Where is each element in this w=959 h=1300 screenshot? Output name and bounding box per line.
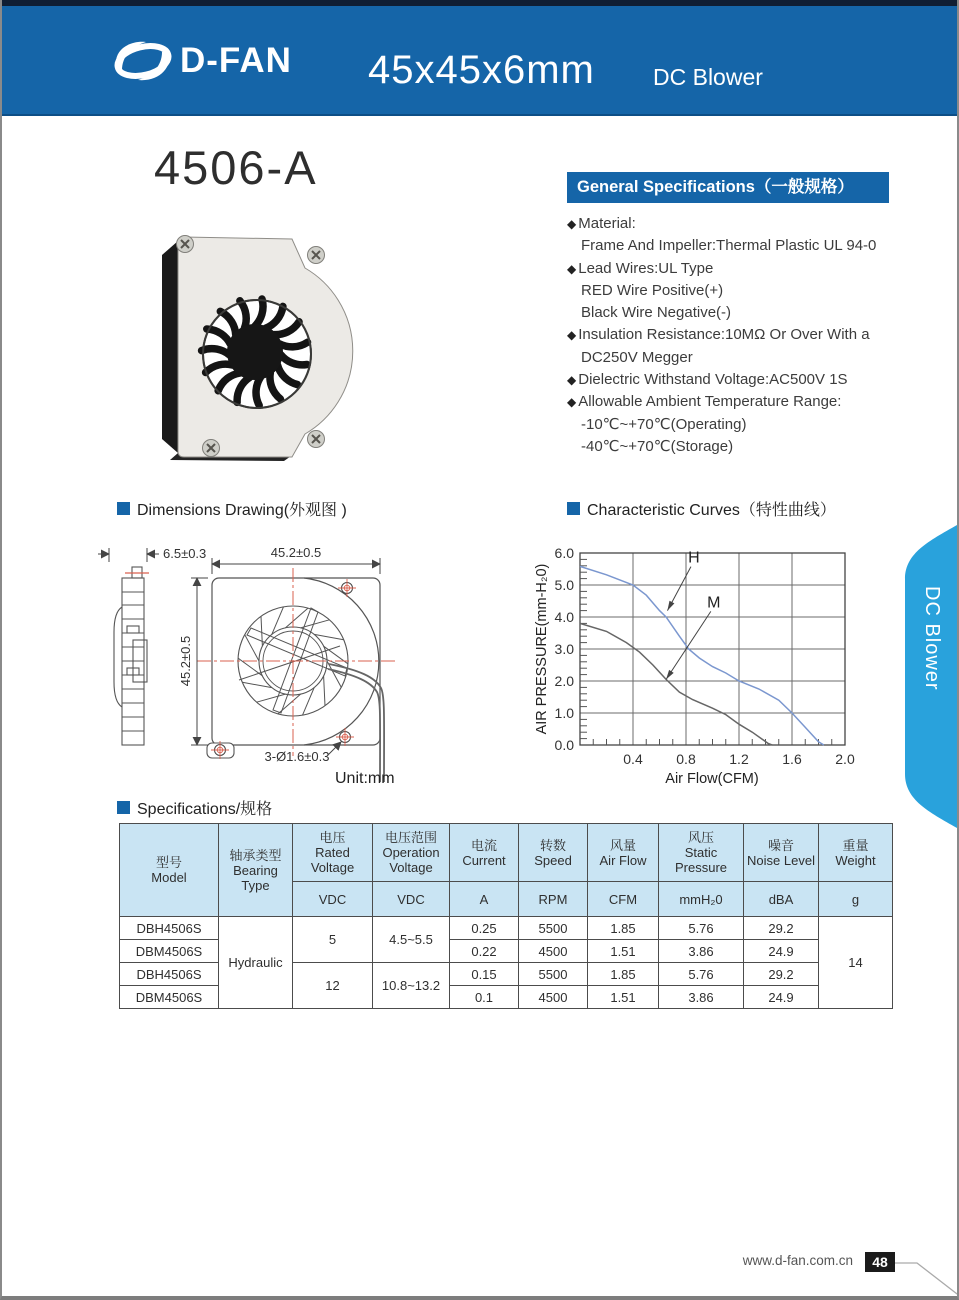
cell-noise: 29.2 xyxy=(744,917,819,940)
svg-text:2.0: 2.0 xyxy=(554,673,574,689)
holes-label: 3-Ø1.6±0.3 xyxy=(264,749,330,764)
blue-square-icon xyxy=(567,502,580,515)
cell-airflow: 1.85 xyxy=(588,963,659,986)
page-header xyxy=(0,6,959,116)
cell-speed: 5500 xyxy=(519,963,588,986)
cell-current: 0.15 xyxy=(450,963,519,986)
diamond-bullet-icon: ◆ xyxy=(567,373,577,388)
spec-item: RED Wire Positive(+) xyxy=(581,281,724,299)
cell-noise: 29.2 xyxy=(744,963,819,986)
diamond-bullet-icon: ◆ xyxy=(567,395,577,410)
cell-model: DBH4506S xyxy=(120,963,219,986)
cell-weight: 14 xyxy=(819,917,893,1009)
spec-item: DC250V Megger xyxy=(581,348,693,366)
svg-text:3.0: 3.0 xyxy=(554,641,574,657)
svg-text:6.0: 6.0 xyxy=(554,545,574,561)
svg-text:1.0: 1.0 xyxy=(554,705,574,721)
cell-model: DBM4506S xyxy=(120,986,219,1009)
model-title: 4506-A xyxy=(154,141,318,194)
cell-model: DBM4506S xyxy=(120,940,219,963)
spec-table xyxy=(119,823,893,1009)
col-header-weight: 重量 Weight xyxy=(819,824,893,882)
general-specs-list xyxy=(567,213,897,458)
spec-item: -10℃~+70℃(Operating) xyxy=(581,415,747,433)
cell-rated-voltage: 12 xyxy=(293,963,373,1009)
cell-voltage-range: 10.8~13.2 xyxy=(373,963,450,1009)
svg-text:H: H xyxy=(688,549,700,567)
col-header-model: 型号 Model xyxy=(120,824,219,917)
diamond-bullet-icon: ◆ xyxy=(567,328,577,343)
cell-bearing: Hydraulic xyxy=(219,917,293,1009)
cell-model: DBH4506S xyxy=(120,917,219,940)
spec-item: Black Wire Negative(-) xyxy=(581,304,732,322)
brand-logo xyxy=(110,34,292,88)
svg-text:4.0: 4.0 xyxy=(554,609,574,625)
col-header-operation-voltage: 电压范围 Operation Voltage xyxy=(373,824,450,882)
table-row xyxy=(120,917,893,940)
unit-current: A xyxy=(450,882,519,917)
characteristic-curves-chart xyxy=(532,538,912,798)
unit-airflow: CFM xyxy=(588,882,659,917)
section-specifications-label: Specifications/规格 xyxy=(137,801,273,818)
cell-pressure: 3.86 xyxy=(659,940,744,963)
spec-item: -40℃~+70℃(Storage) xyxy=(581,437,734,455)
col-header-airflow: 风量 Air Flow xyxy=(588,824,659,882)
cell-current: 0.25 xyxy=(450,917,519,940)
x-axis-title: Air Flow(CFM) xyxy=(665,771,759,787)
col-header-pressure: 风压 Static Pressure xyxy=(659,824,744,882)
brand-name: D-FAN xyxy=(180,41,292,80)
cell-current: 0.1 xyxy=(450,986,519,1009)
svg-text:0.4: 0.4 xyxy=(623,751,643,767)
unit-weight: g xyxy=(819,882,893,917)
unit-operation-voltage: VDC xyxy=(373,882,450,917)
col-header-current: 电流 Current xyxy=(450,824,519,882)
cell-noise: 24.9 xyxy=(744,986,819,1009)
side-tab-label: DC Blower xyxy=(921,586,943,691)
size-title: 45x45x6mm xyxy=(368,48,595,92)
col-header-rated-voltage: 电压 Rated Voltage xyxy=(293,824,373,882)
cell-rated-voltage: 5 xyxy=(293,917,373,963)
spec-item: ◆ Material: xyxy=(567,215,636,232)
blue-square-icon xyxy=(117,801,130,814)
cell-airflow: 1.85 xyxy=(588,917,659,940)
diamond-bullet-icon: ◆ xyxy=(567,217,577,231)
spec-item: ◆ Dielectric Withstand Voltage:AC500V 1S xyxy=(567,371,848,389)
svg-text:1.2: 1.2 xyxy=(729,751,749,767)
unit-label: Unit:mm xyxy=(335,770,395,787)
spec-item: ◆ Lead Wires:UL Type xyxy=(567,259,714,277)
section-curves xyxy=(567,497,836,520)
product-type-label: DC Blower xyxy=(653,64,763,90)
cell-pressure: 3.86 xyxy=(659,986,744,1009)
cell-pressure: 5.76 xyxy=(659,917,744,940)
unit-speed: RPM xyxy=(519,882,588,917)
svg-text:0.0: 0.0 xyxy=(554,737,574,753)
dimensions-drawing xyxy=(97,540,517,800)
cell-current: 0.22 xyxy=(450,940,519,963)
cell-speed: 4500 xyxy=(519,986,588,1009)
svg-text:2.0: 2.0 xyxy=(835,751,855,767)
cell-airflow: 1.51 xyxy=(588,940,659,963)
section-curves-label: Characteristic Curves（特性曲线） xyxy=(587,502,836,519)
general-specs-banner: General Specifications（一般规格） xyxy=(567,172,889,203)
cell-voltage-range: 4.5~5.5 xyxy=(373,917,450,963)
unit-pressure: mmH₂0 xyxy=(659,882,744,917)
dim-height-label: 45.2±0.5 xyxy=(178,635,193,687)
svg-text:1.6: 1.6 xyxy=(782,751,802,767)
dim-side-label: 6.5±0.3 xyxy=(163,546,207,561)
page-number-badge: 48 xyxy=(865,1252,895,1272)
footer-url: www.d-fan.com.cn xyxy=(742,1253,853,1268)
col-header-noise: 噪音 Noise Level xyxy=(744,824,819,882)
dim-width-label: 45.2±0.5 xyxy=(270,545,322,560)
section-dimensions-label: Dimensions Drawing(外观图 ) xyxy=(137,502,347,519)
col-header-bearing: 轴承类型 Bearing Type xyxy=(219,824,293,917)
unit-noise: dBA xyxy=(744,882,819,917)
col-header-speed: 转数 Speed xyxy=(519,824,588,882)
cell-speed: 5500 xyxy=(519,917,588,940)
diamond-bullet-icon: ◆ xyxy=(567,261,577,276)
fan-swoosh-icon xyxy=(110,34,174,88)
svg-text:M: M xyxy=(707,594,721,612)
svg-text:0.8: 0.8 xyxy=(676,751,696,767)
product-photo xyxy=(154,227,354,467)
cell-noise: 24.9 xyxy=(744,940,819,963)
y-axis-title: AIR PRESSURE(mm-H₂0) xyxy=(534,563,550,735)
svg-text:5.0: 5.0 xyxy=(554,577,574,593)
spec-item: ◆ Allowable Ambient Temperature Range: xyxy=(567,393,842,411)
spec-item: ◆ Insulation Resistance:10MΩ Or Over With a xyxy=(567,326,870,344)
corner-decoration-line xyxy=(895,1253,959,1300)
cell-speed: 4500 xyxy=(519,940,588,963)
cell-pressure: 5.76 xyxy=(659,963,744,986)
cell-airflow: 1.51 xyxy=(588,986,659,1009)
section-dimensions xyxy=(117,497,347,520)
spec-item: Frame And Impeller:Thermal Plastic UL 94-0 xyxy=(581,237,877,255)
blue-square-icon xyxy=(117,502,130,515)
unit-rated-voltage: VDC xyxy=(293,882,373,917)
